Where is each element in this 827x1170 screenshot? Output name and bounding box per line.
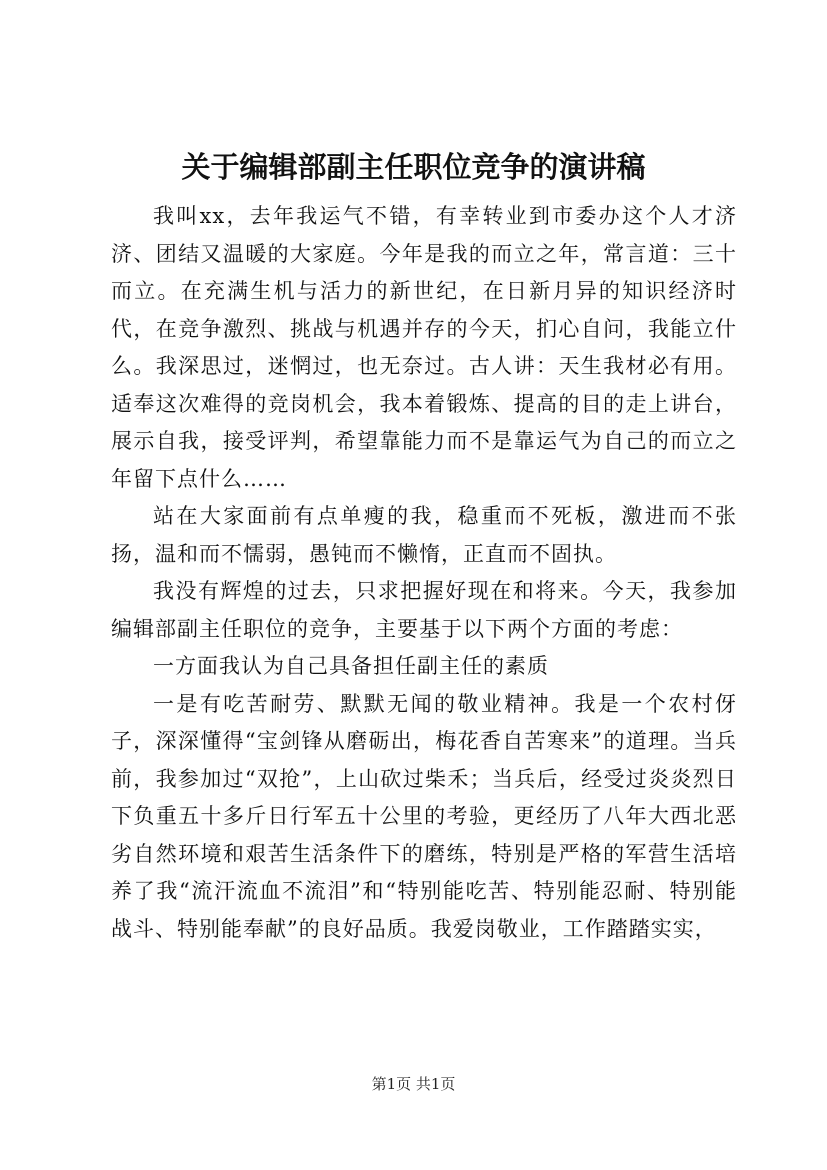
document-body <box>111 198 737 948</box>
paragraph-4: 一方面我认为自己具备担任副主任的素质 <box>153 654 549 678</box>
document-title: 关于编辑部副主任职位竞争的演讲稿 <box>181 150 646 184</box>
paragraph-2: 站在大家面前有点单瘦的我，稳重而不死板，激进而不张扬，温和而不懦弱，愚钝而不懒惰，正直而不固执。 <box>111 504 737 566</box>
paragraph-1: 我叫xx，去年我运气不错，有幸转业到市委办这个人才济济、团结又温暖的大家庭。今年是我的而立之年，常言道：三十而立。在充满生机与活力的新世纪，在日新月异的知识经济时代，在竞争激烈、挑战与机遇并存的今天，扪心自问，我能立什么。我深思过，迷惘过，也无奈过。古人讲：天生我材必有用。适奉这次难得的竞岗机会，我本着锻炼、提高的目的走上讲台，展示自我，接受评判，希望靠能力而不是靠运气为自己的而立之年留下点什么…… <box>111 204 737 491</box>
paragraph-3: 我没有辉煌的过去，只求把握好现在和将来。今天，我参加编辑部副主任职位的竞争，主要基于以下两个方面的考虑： <box>111 579 737 641</box>
paragraph-5: 一是有吃苦耐劳、默默无闻的敬业精神。我是一个农村伢子，深深懂得“宝剑锋从磨砺出，梅花香自苦寒来”的道理。当兵前，我参加过“双抢”，上山砍过柴禾；当兵后，经受过炎炎烈日下负重五十多斤日行军五十公里的考验，更经历了八年大西北恶劣自然环境和艰苦生活条件下的磨练，特别是严格的军营生活培养了我“流汗流血不流泪”和“特别能吃苦、特别能忍耐、特别能战斗、特别能奉献”的良好品质。我爱岗敬业，工作踏踏实实， <box>111 691 737 941</box>
page-footer: 第1页 共1页 <box>371 1075 456 1093</box>
